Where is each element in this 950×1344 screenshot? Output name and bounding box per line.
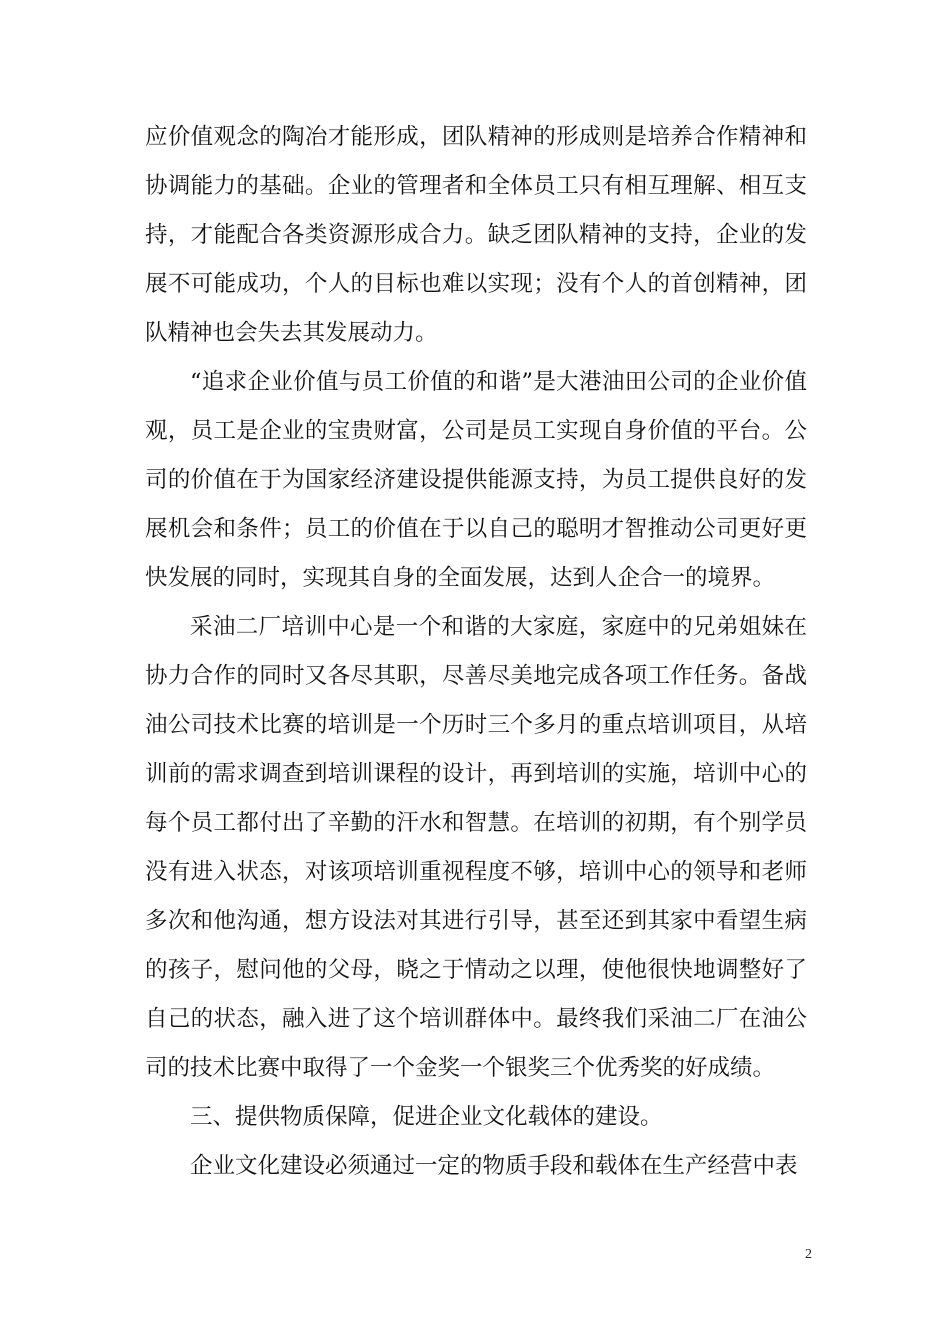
- paragraph-3: 采油二厂培训中心是一个和谐的大家庭，家庭中的兄弟姐妹在协力合作的同时又各尽其职，尽善尽美地完成各项工作任务。备战油公司技术比赛的培训是一个历时三个多月的重点培训项目，从培训前的需求调查到培训课程的设计，再到培训的实施，培训中心的每个员工都付出了辛勤的汗水和智慧。在培训的初期，有个别学员没有进入状态，对该项培训重视程度不够，培训中心的领导和老师多次和他沟通，想方设法对其进行引导，甚至还到其家中看望生病的孩子，慰问他的父母，晓之于情动之以理，使他很快地调整好了自己的状态，融入进了这个培训群体中。最终我们采油二厂在油公司的技术比赛中取得了一个金奖一个银奖三个优秀奖的好成绩。: [145, 614, 807, 1081]
- paragraph-2: “追求企业价值与员工价值的和谐”是大港油田公司的企业价值观，员工是企业的宝贵财富，公司是员工实现自身价值的平台。公司的价值在于为国家经济建设提供能源支持，为员工提供良好的发展机会和条件；员工的价值在于以自己的聪明才智推动公司更好更快发展的同时，实现其自身的全面发展，达到人企合一的境界。: [145, 369, 807, 591]
- section-heading-3: 三、提供物质保障，促进企业文化载体的建设。: [190, 1104, 663, 1130]
- document-body: [145, 113, 807, 1191]
- paragraph-1: 应价值观念的陶冶才能形成，团队精神的形成则是培养合作精神和协调能力的基础。企业的管理者和全体员工只有相互理解、相互支持，才能配合各类资源形成合力。缺乏团队精神的支持，企业的发展不可能成功，个人的目标也难以实现；没有个人的首创精神，团队精神也会失去其发展动力。: [145, 124, 807, 346]
- page-number: 2: [805, 1247, 812, 1262]
- paragraph-4: 企业文化建设必须通过一定的物质手段和载体在生产经营中表: [190, 1153, 798, 1179]
